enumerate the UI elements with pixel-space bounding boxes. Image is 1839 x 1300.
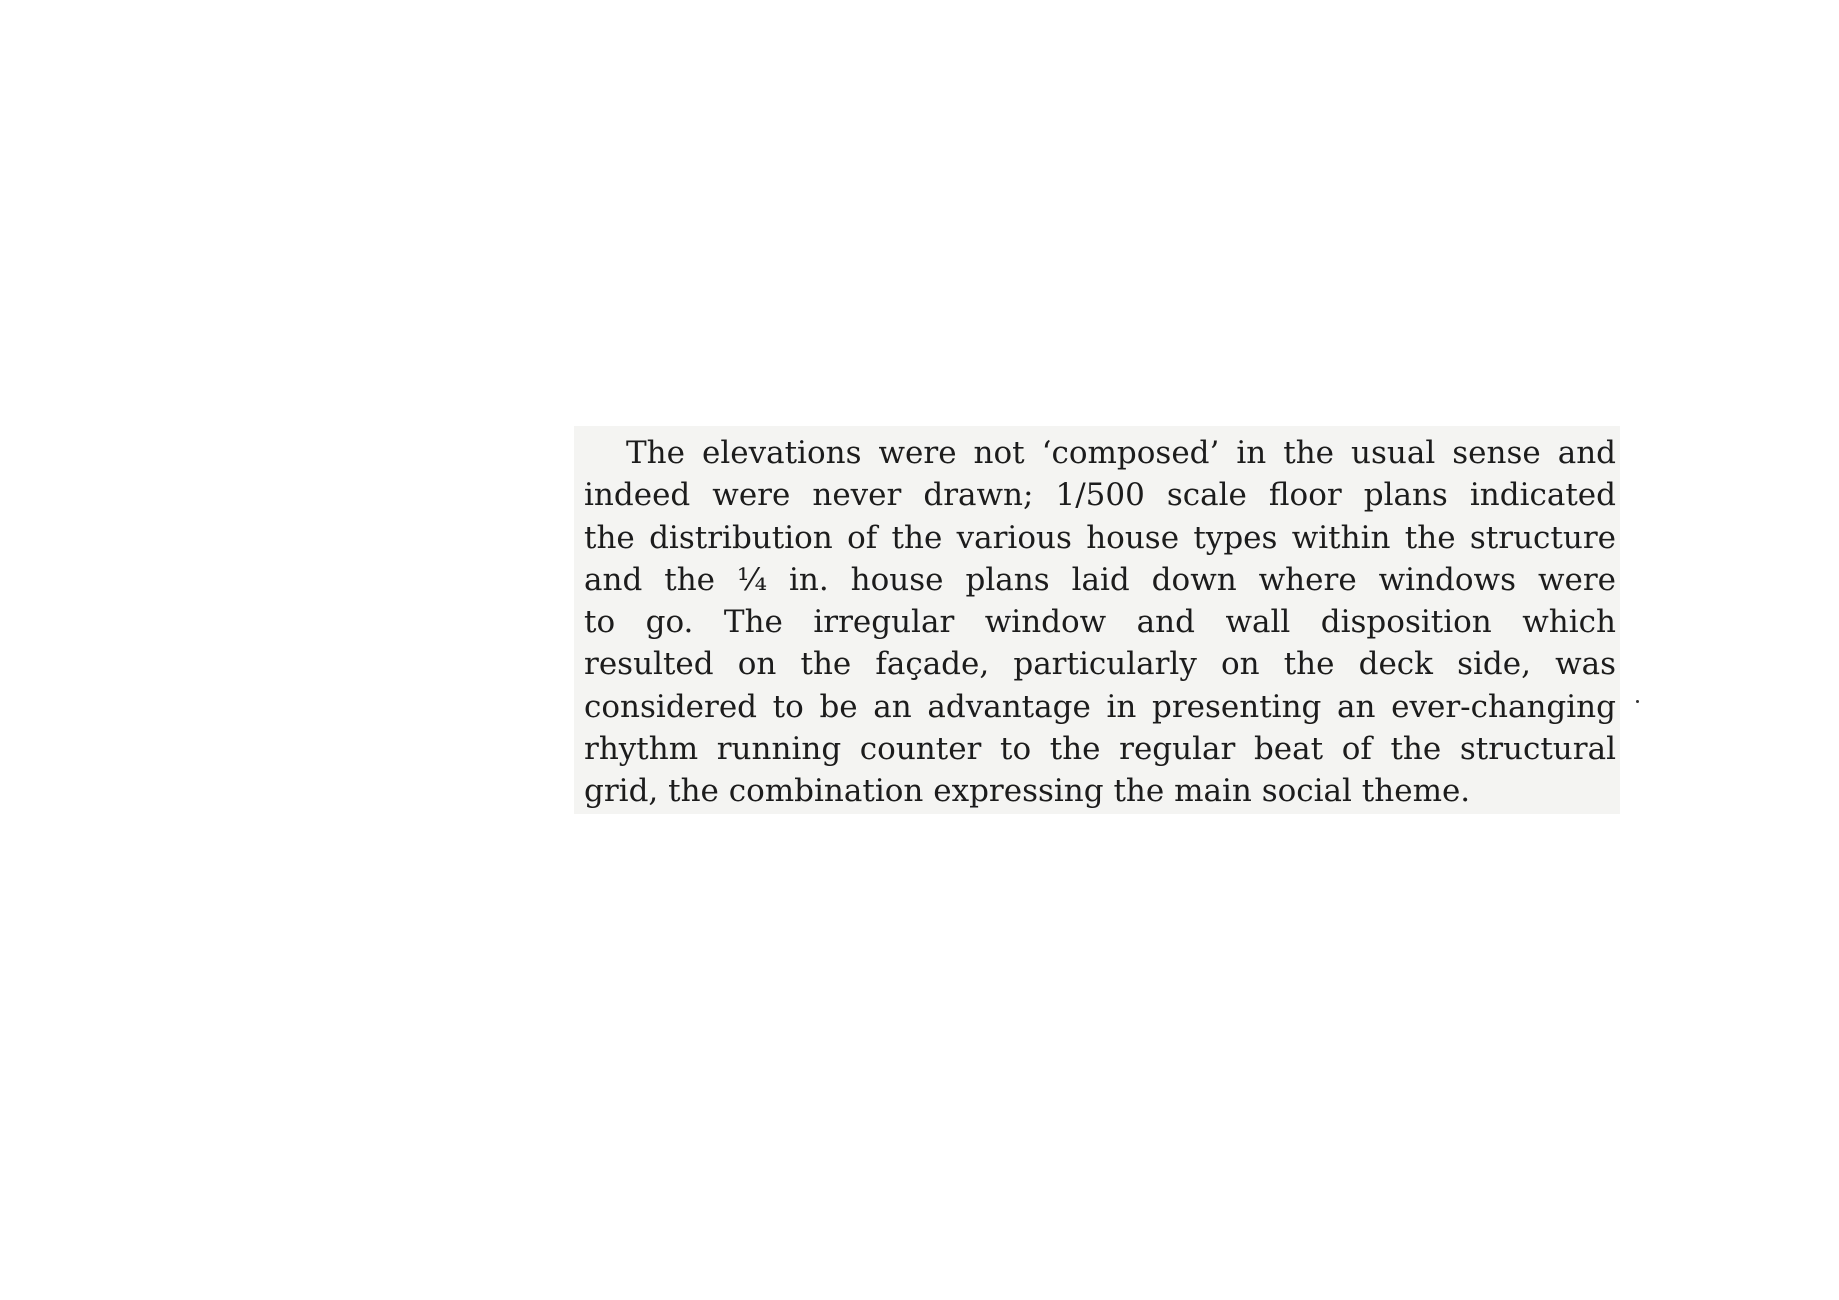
text-clipping xyxy=(574,426,1620,814)
paragraph-line: the distribution of the various house types within the structure xyxy=(584,519,1616,556)
paragraph-line: considered to be an advantage in presenting an ever-changing xyxy=(584,688,1616,725)
paragraph-line: rhythm running counter to the regular beat of the structural xyxy=(584,731,1616,768)
paragraph-line: and the ¼ in. house plans laid down where windows were xyxy=(584,561,1616,598)
paragraph-line: indeed were never drawn; 1/500 scale floor plans indicated xyxy=(584,477,1616,514)
body-paragraph xyxy=(584,432,1616,813)
paragraph-line: to go. The irregular window and wall disposition which xyxy=(584,604,1616,641)
scan-speck xyxy=(1636,700,1639,703)
paragraph-line: grid, the combination expressing the main social theme. xyxy=(584,773,1471,810)
paragraph-line: resulted on the façade, particularly on the deck side, was xyxy=(584,646,1616,683)
paragraph-line: The elevations were not ‘composed’ in the usual sense and xyxy=(626,435,1616,471)
